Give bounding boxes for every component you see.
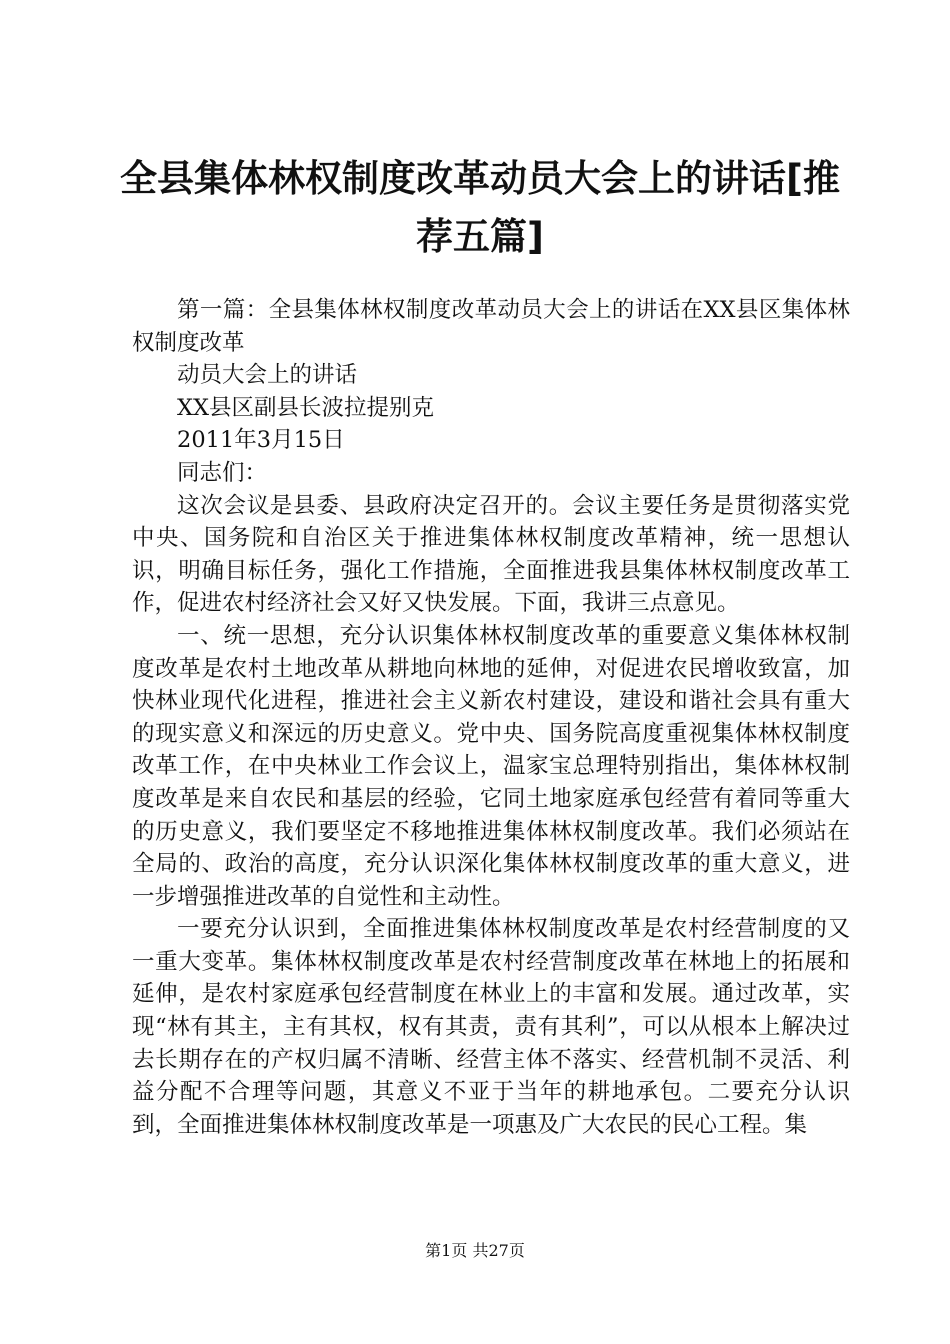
paragraph-speech-subtitle: 动员大会上的讲话 <box>177 362 358 389</box>
page-number: 第1页 <box>425 1241 468 1260</box>
paragraph-date: 2011年3月15日 <box>177 427 345 454</box>
paragraph-part-heading: 第一篇：全县集体林权制度改革动员大会上的讲话在XX县区集体林权制度改革 <box>132 297 850 356</box>
paragraph-speaker: XX县区副县长波拉提别克 <box>177 394 435 421</box>
paragraph-intro: 这次会议是县委、县政府决定召开的。会议主要任务是贯彻落实党中央、国务院和自治区关于推进集体林权制度改革精神，统一思想认识，明确目标任务，强化工作措施，全面推进我县集体林权制度改革工作，促进农村经济社会又好又快发展。下面，我讲三点意见。 <box>132 492 850 617</box>
total-pages: 共27页 <box>472 1241 525 1260</box>
page-footer <box>0 1240 950 1262</box>
document-title: 全县集体林权制度改革动员大会上的讲话[推荐五篇] <box>120 157 840 258</box>
paragraph-section-one: 一、统一思想，充分认识集体林权制度改革的重要意义集体林权制度改革是农村土地改革从耕地向林地的延伸，对促进农民增收致富，加快林业现代化进程，推进社会主义新农村建设，建设和谐社会具有重大的现实意义和深远的历史意义。党中央、国务院高度重视集体林权制度改革工作，在中央林业工作会议上，温家宝总理特别指出，集体林权制度改革是来自农民和基层的经验，它同土地家庭承包经营有着同等重大的历史意义，我们要坚定不移地推进集体林权制度改革。我们必须站在全局的、政治的高度，充分认识深化集体林权制度改革的重大意义，进一步增强推进改革的自觉性和主动性。 <box>132 622 850 910</box>
paragraph-point-one: 一要充分认识到，全面推进集体林权制度改革是农村经营制度的又一重大变革。集体林权制度改革是农村经营制度改革在林地上的拓展和延伸，是农村家庭承包经营制度在林业上的丰富和发展。通过改革，实现“林有其主，主有其权，权有其责，责有其利”，可以从根本上解决过去长期存在的产权归属不清晰、经营主体不落实、经营机制不灵活、利益分配不合理等问题，其意义不亚于当年的耕地承包。二要充分认识到，全面推进集体林权制度改革是一项惠及广大农民的民心工程。集 <box>132 916 850 1138</box>
paragraph-salutation: 同志们： <box>177 459 268 486</box>
document-body <box>132 294 850 1141</box>
